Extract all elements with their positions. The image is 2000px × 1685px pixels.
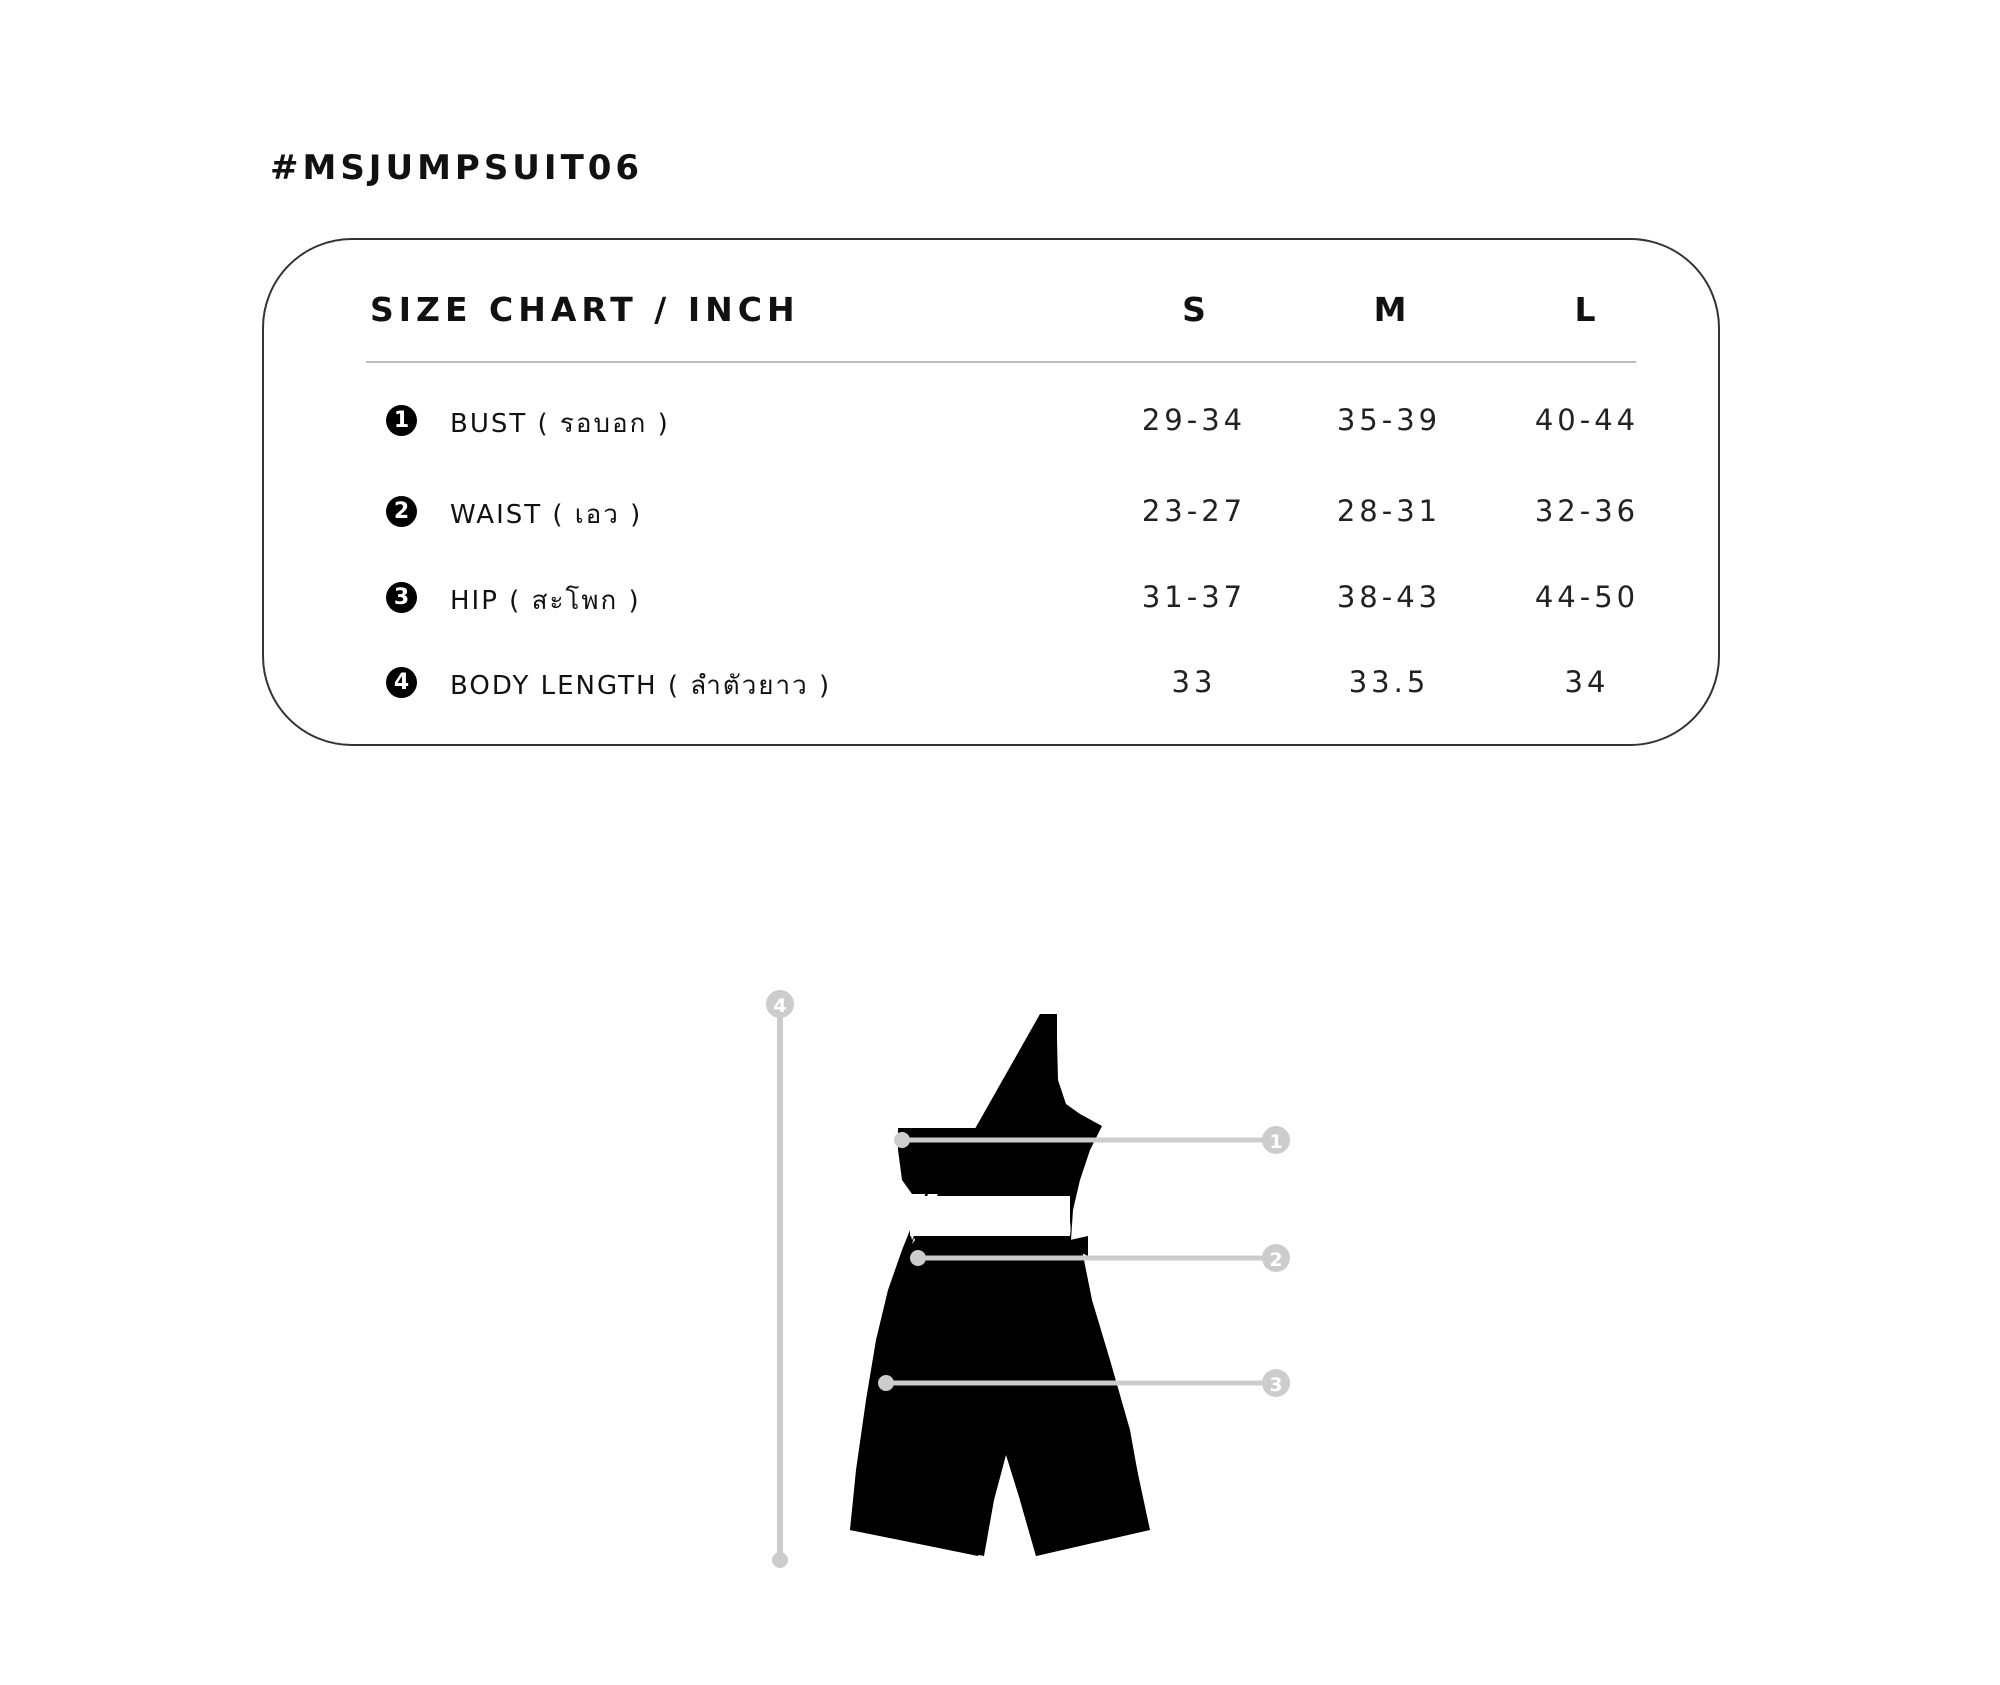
waist-guide-dot [910, 1250, 926, 1266]
value-s: 29-34 [1141, 403, 1247, 437]
value-l: 40-44 [1534, 403, 1640, 437]
size-row-hip [264, 582, 1718, 632]
bust-guide-dot [894, 1132, 910, 1148]
size-chart-title: SIZE CHART / INCH [370, 290, 800, 329]
value-s: 31-37 [1141, 580, 1247, 614]
marker-2-label: 2 [1269, 1249, 1283, 1271]
size-row-waist [264, 496, 1718, 546]
row-number-badge: 4 [386, 667, 417, 698]
row-label: BUST ( รอบอก ) [450, 409, 670, 439]
marker-4-label: 4 [773, 995, 787, 1017]
marker-1-label: 1 [1269, 1131, 1283, 1153]
hip-guide-dot [878, 1375, 894, 1391]
size-header-s: S [1182, 290, 1206, 329]
value-l: 32-36 [1534, 494, 1640, 528]
value-s: 33 [1171, 665, 1217, 699]
value-m: 28-31 [1336, 494, 1442, 528]
row-label: BODY LENGTH ( ลำตัวยาว ) [450, 671, 832, 701]
marker-3-label: 3 [1269, 1374, 1283, 1396]
value-l: 34 [1564, 665, 1610, 699]
value-m: 38-43 [1336, 580, 1442, 614]
size-chart-card [262, 238, 1720, 746]
product-code: #MSJUMPSUIT06 [270, 148, 644, 188]
size-header-l: L [1574, 290, 1596, 329]
row-label: HIP ( สะโพก ) [450, 586, 641, 616]
size-row-body-length [264, 667, 1718, 717]
jumpsuit-measurement-diagram [700, 980, 1400, 1580]
value-s: 23-27 [1141, 494, 1247, 528]
row-number-badge: 3 [386, 582, 417, 613]
value-m: 33.5 [1348, 665, 1430, 699]
row-number-badge: 1 [386, 405, 417, 436]
row-label: WAIST ( เอว ) [450, 500, 643, 530]
value-l: 44-50 [1534, 580, 1640, 614]
value-m: 35-39 [1336, 403, 1442, 437]
size-header-m: M [1373, 290, 1407, 329]
header-divider [366, 361, 1636, 363]
size-row-bust [264, 405, 1718, 455]
row-number-badge: 2 [386, 496, 417, 527]
body-length-guide-end [772, 1552, 788, 1568]
